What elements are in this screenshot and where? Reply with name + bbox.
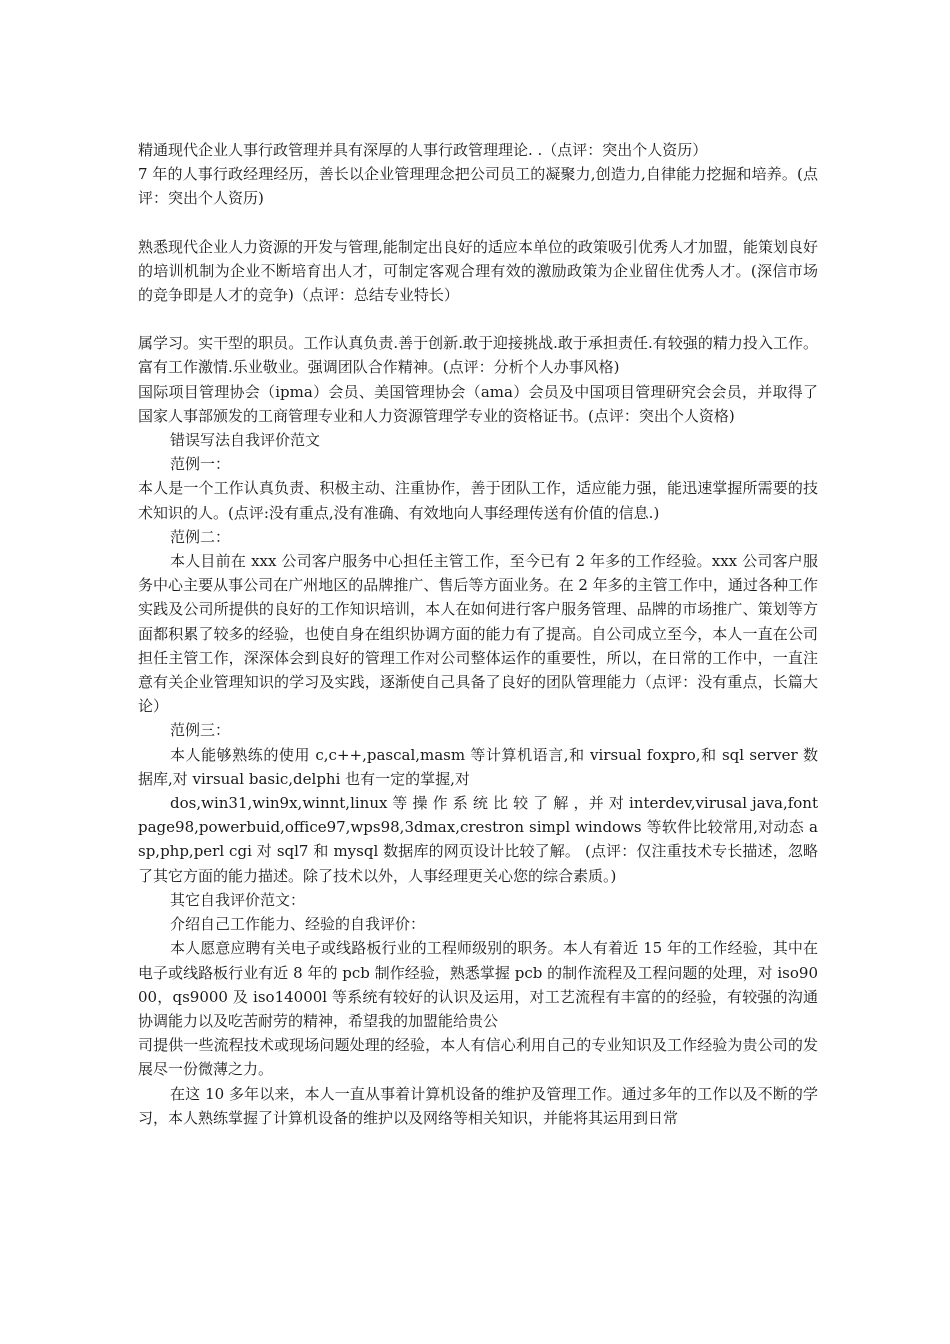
paragraph-1: 精通现代企业人事行政管理并具有深厚的人事行政管理理论. .（点评：突出个人资历） bbox=[138, 141, 708, 159]
paragraph-5: 国际项目管理协会（ipma）会员、美国管理协会（ama）会员及中国项目管理研究会会员，并取得了国家人事部颁发的工商管理专业和人力资源管理学专业的资格证书。(点评：突出个人资格) bbox=[138, 382, 818, 425]
paragraph-12: 在这 10 多年以来，本人一直从事着计算机设备的维护及管理工作。通过多年的工作以及不断的学习，本人熟练掌握了计算机设备的维护以及网络等相关知识，并能将其运用到日常 bbox=[138, 1084, 818, 1127]
paragraph-2: 7 年的人事行政经理经历，善长以企业管理理念把公司员工的凝聚力,创造力,自律能力挖掘和培养。(点评：突出个人资历) bbox=[138, 165, 818, 208]
paragraph-3: 熟悉现代企业人力资源的开发与管理,能制定出良好的适应本单位的政策吸引优秀人才加盟，能策划良好的培训机制为企业不断培育出人才，可制定客观合理有效的激励政策为企业留住优秀人才。(深信市场的竞争即是人才的竞争)（点评：总结专业特长） bbox=[138, 237, 818, 305]
paragraph-8: 本人能够熟练的使用 c,c++,pascal,masm 等计算机语言,和 virsual foxpro,和 sql server 数据库,对 virsual basic,delphi 也有一定的掌握,对 bbox=[138, 745, 818, 788]
spacer bbox=[138, 211, 818, 235]
example-2-label: 范例二： bbox=[170, 527, 231, 546]
spacer bbox=[138, 307, 818, 331]
section-heading-other-examples: 其它自我评价范文： bbox=[170, 890, 306, 909]
paragraph-6: 本人是一个工作认真负责、积极主动、注重协作，善于团队工作，适应能力强，能迅速掌握所需要的技术知识的人。(点评:没有重点,没有准确、有效地向人事经理传送有价值的信息.) bbox=[138, 479, 818, 522]
paragraph-4: 属学习。实干型的职员。工作认真负责.善于创新.敢于迎接挑战.敢于承担责任.有较强的精力投入工作。富有工作激情.乐业敬业。强调团队合作精神。(点评：分析个人办事风格) bbox=[138, 334, 818, 377]
subsection-heading: 介绍自己工作能力、经验的自我评价： bbox=[170, 915, 426, 934]
example-1-label: 范例一： bbox=[170, 455, 231, 474]
section-heading-wrong-examples: 错误写法自我评价范文 bbox=[170, 431, 321, 450]
paragraph-10: 本人愿意应聘有关电子或线路板行业的工程师级别的职务。本人有着近 15 年的工作经验，其中在电子或线路板行业有近 8 年的 pcb 制作经验，熟悉掌握 pcb 的制作流程及工程问题的处理，对 iso9000，qs9000 及 iso14000l 等系统有较好的认识及运用，对工艺流程有丰富的的经验，有较强的沟通协调能力以及吃苦耐劳的精神，希望我的加盟能给贵公 bbox=[138, 939, 818, 1030]
paragraph-9: dos,win31,win9x,winnt,linux 等 操 作 系 统 比 较 了 解 ，并 对 interdev,virusal java,fontpage98,powerbuid,office97,wps98,3dmax,crestron simpl windows 等软件比较常用,对动态 asp,php,perl cgi 对 sql7 和 mysql 数据库的网页设计比较了解。 (点评：仅注重技术专长描述，忽略了其它方面的能力描述。除了技术以外，人事经理更关心您的综合素质。) bbox=[138, 794, 818, 885]
example-3-label: 范例三： bbox=[170, 721, 231, 740]
document-body bbox=[138, 138, 818, 1130]
paragraph-7: 本人目前在 xxx 公司客户服务中心担任主管工作，至今已有 2 年多的工作经验。xxx 公司客户服务中心主要从事公司在广州地区的品牌推广、售后等方面业务。在 2 年多的主管工作中，通过各种工作实践及公司所提供的良好的工作知识培训，本人在如何进行客户服务管理、品牌的市场推广、策划等方面都积累了较多的经验，也使自身在组织协调方面的能力有了提高。自公司成立至今，本人一直在公司担任主管工作，深深体会到良好的管理工作对公司整体运作的重要性，所以，在日常的工作中，一直注意有关企业管理知识的学习及实践，逐渐使自己具备了良好的团队管理能力（点评：没有重点，长篇大论） bbox=[138, 552, 818, 716]
paragraph-11: 司提供一些流程技术或现场问题处理的经验，本人有信心利用自己的专业知识及工作经验为贵公司的发展尽一份微薄之力。 bbox=[138, 1036, 818, 1079]
